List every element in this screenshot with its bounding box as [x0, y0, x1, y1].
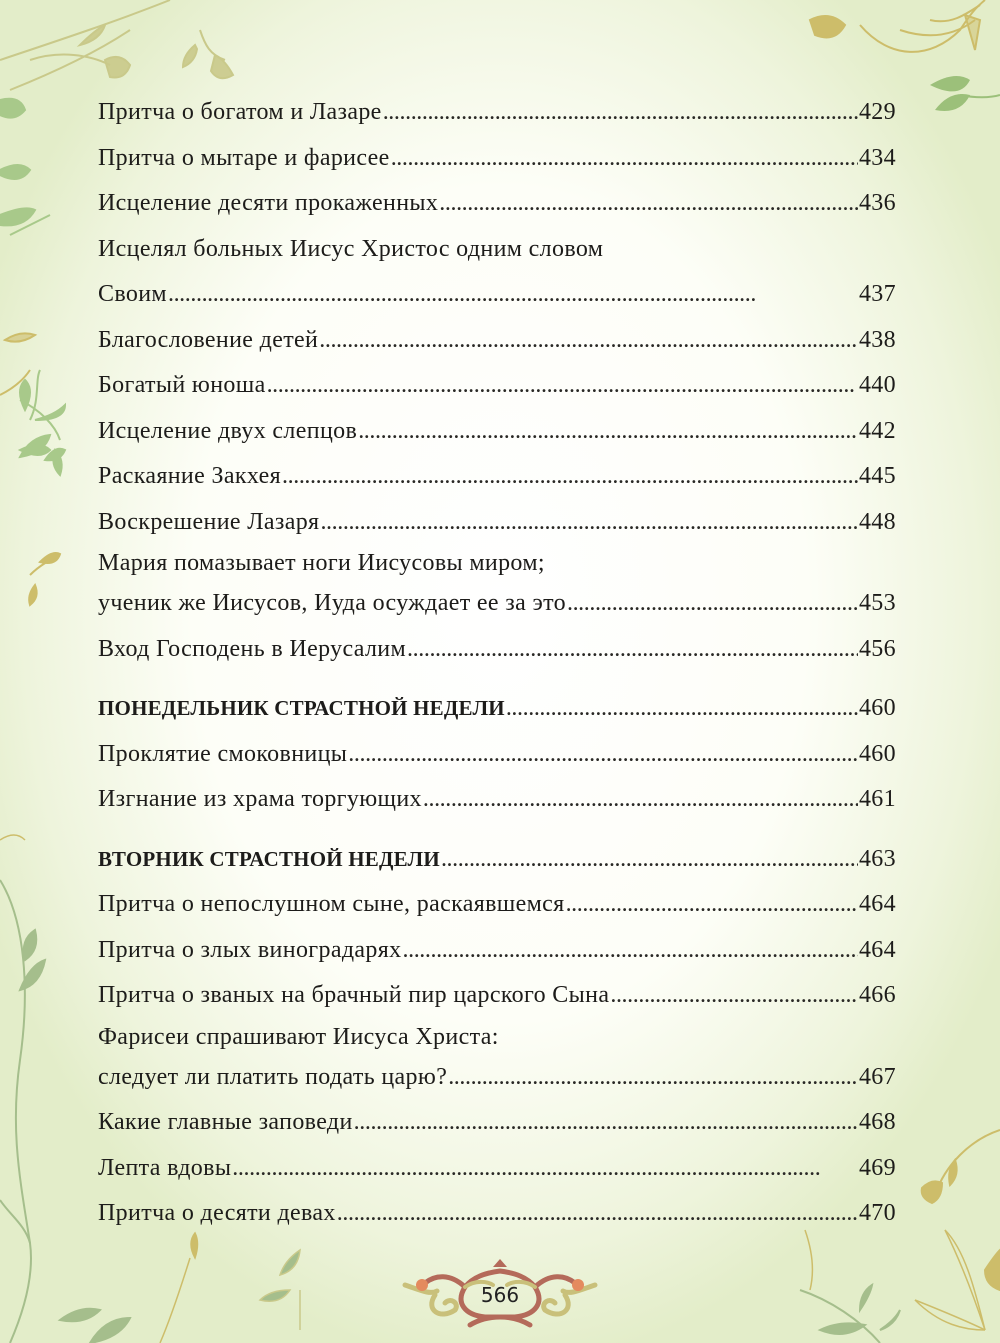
- dot-leader: [407, 627, 858, 673]
- toc-entry-title: Раскаяние Закхея: [98, 463, 282, 489]
- page-number-footer: [395, 1255, 605, 1335]
- toc-entry-title: Притча о злых виноградарях: [98, 936, 402, 963]
- toc-entry-page: 434: [858, 144, 896, 171]
- dot-leader: [337, 1191, 858, 1237]
- toc-entry-title: Притча о непослушном сыне, раскаявшемся: [98, 891, 565, 917]
- toc-entry-page: 460: [858, 695, 896, 721]
- dot-leader: [423, 777, 858, 823]
- toc-entry-page: 470: [858, 1200, 896, 1226]
- toc-entry-title-line1: Исцелял больных Иисус Христос одним словом: [98, 235, 604, 262]
- toc-entry[interactable]: [98, 454, 896, 500]
- dot-leader: [383, 90, 858, 136]
- toc-entry-page: 440: [858, 372, 896, 398]
- toc-entry-page: 437: [858, 281, 896, 307]
- toc-entry-title: Лепта вдовы: [98, 1154, 232, 1181]
- toc-entry-title: Притча о мытаре и фарисее: [98, 144, 390, 171]
- toc-entry[interactable]: [98, 318, 896, 364]
- dot-leader: [320, 500, 857, 546]
- dot-leader: [441, 837, 858, 883]
- table-of-contents: [98, 90, 896, 1237]
- dot-leader: [319, 318, 858, 364]
- toc-entry[interactable]: [98, 136, 896, 182]
- toc-entry[interactable]: [98, 1100, 896, 1146]
- toc-entry-page: 464: [858, 891, 896, 917]
- toc-entry-page: 464: [858, 936, 896, 963]
- toc-entry-title-line1: Мария помазывает ноги Иисусовы миром;: [98, 550, 545, 576]
- toc-entry-page: 442: [858, 417, 896, 444]
- toc-entry-page: 445: [858, 463, 896, 489]
- toc-entry[interactable]: [98, 1019, 896, 1101]
- toc-entry[interactable]: [98, 973, 896, 1019]
- toc-entry-title: Благословение детей: [98, 326, 319, 353]
- toc-entry-page: 436: [858, 190, 896, 216]
- toc-entry-title: Исцеление двух слепцов: [98, 417, 358, 444]
- dot-leader: [439, 181, 858, 227]
- dot-leader: [610, 973, 858, 1019]
- toc-entry[interactable]: [98, 1146, 896, 1192]
- dot-leader: [358, 409, 858, 455]
- toc-entry-title: Своим: [98, 281, 167, 307]
- toc-entry-title: Какие главные заповеди: [98, 1109, 353, 1135]
- toc-entry[interactable]: [98, 363, 896, 409]
- toc-entry-page: 463: [858, 845, 896, 872]
- toc-entry[interactable]: [98, 928, 896, 974]
- toc-entry[interactable]: [98, 777, 896, 823]
- toc-entry-title: Воскрешение Лазаря: [98, 508, 320, 535]
- dot-leader: [232, 1146, 858, 1192]
- toc-entry[interactable]: [98, 627, 896, 673]
- toc-entry-page: 469: [858, 1154, 896, 1181]
- toc-entry-title: Исцеление десяти прокаженных: [98, 190, 439, 216]
- toc-entry-page: 448: [858, 508, 896, 535]
- dot-leader: [567, 581, 858, 627]
- toc-entry[interactable]: [98, 227, 896, 318]
- toc-section-title: ПОНЕДЕЛЬНИК СТРАСТНОЙ НЕДЕЛИ: [98, 696, 505, 720]
- toc-entry-page: 460: [858, 740, 896, 767]
- toc-entry-title: Притча о богатом и Лазаре: [98, 99, 382, 125]
- toc-entry-page: 468: [858, 1109, 896, 1135]
- toc-entry-title: Богатый юноша: [98, 372, 266, 398]
- toc-entry-page: 453: [858, 590, 896, 616]
- toc-entry[interactable]: [98, 1191, 896, 1237]
- toc-entry-title: Проклятие смоковницы: [98, 740, 348, 767]
- toc-entry-page: 438: [858, 326, 896, 353]
- toc-entry[interactable]: [98, 181, 896, 227]
- dot-leader: [506, 686, 858, 732]
- toc-entry-page: 467: [858, 1063, 896, 1090]
- toc-entry[interactable]: [98, 409, 896, 455]
- dot-leader: [354, 1100, 858, 1146]
- toc-entry-page: 461: [858, 786, 896, 812]
- toc-entry-title: Вход Господень в Иерусалим: [98, 635, 407, 662]
- dot-leader: [168, 272, 858, 318]
- toc-entry-title: Притча о десяти девах: [98, 1200, 336, 1226]
- dot-leader: [566, 882, 858, 928]
- toc-entry-page: 466: [858, 982, 896, 1008]
- toc-entry[interactable]: [98, 90, 896, 136]
- toc-entry[interactable]: [98, 882, 896, 928]
- toc-entry[interactable]: [98, 732, 896, 778]
- toc-entry-page: 429: [858, 99, 896, 125]
- dot-leader: [391, 136, 858, 182]
- toc-section-heading[interactable]: [98, 837, 896, 883]
- page-number: 566: [480, 1283, 520, 1307]
- dot-leader: [282, 454, 858, 500]
- dot-leader: [267, 363, 858, 409]
- toc-section-heading[interactable]: [98, 686, 896, 732]
- toc-entry-title-line1: Фарисеи спрашивают Иисуса Христа:: [98, 1023, 499, 1050]
- toc-entry-title: ученик же Иисусов, Иуда осуждает ее за это: [98, 590, 566, 616]
- toc-entry-title: Притча о званых на брачный пир царского Сына: [98, 982, 610, 1008]
- dot-leader: [403, 928, 858, 974]
- toc-entry-title: Изгнание из храма торгующих: [98, 786, 422, 812]
- dot-leader: [448, 1055, 858, 1101]
- toc-entry-page: 456: [858, 635, 896, 662]
- toc-entry[interactable]: [98, 545, 896, 627]
- toc-section-title: ВТОРНИК СТРАСТНОЙ НЕДЕЛИ: [98, 846, 440, 871]
- toc-entry-title: следует ли платить подать царю?: [98, 1063, 448, 1090]
- dot-leader: [348, 732, 858, 778]
- toc-entry[interactable]: [98, 500, 896, 546]
